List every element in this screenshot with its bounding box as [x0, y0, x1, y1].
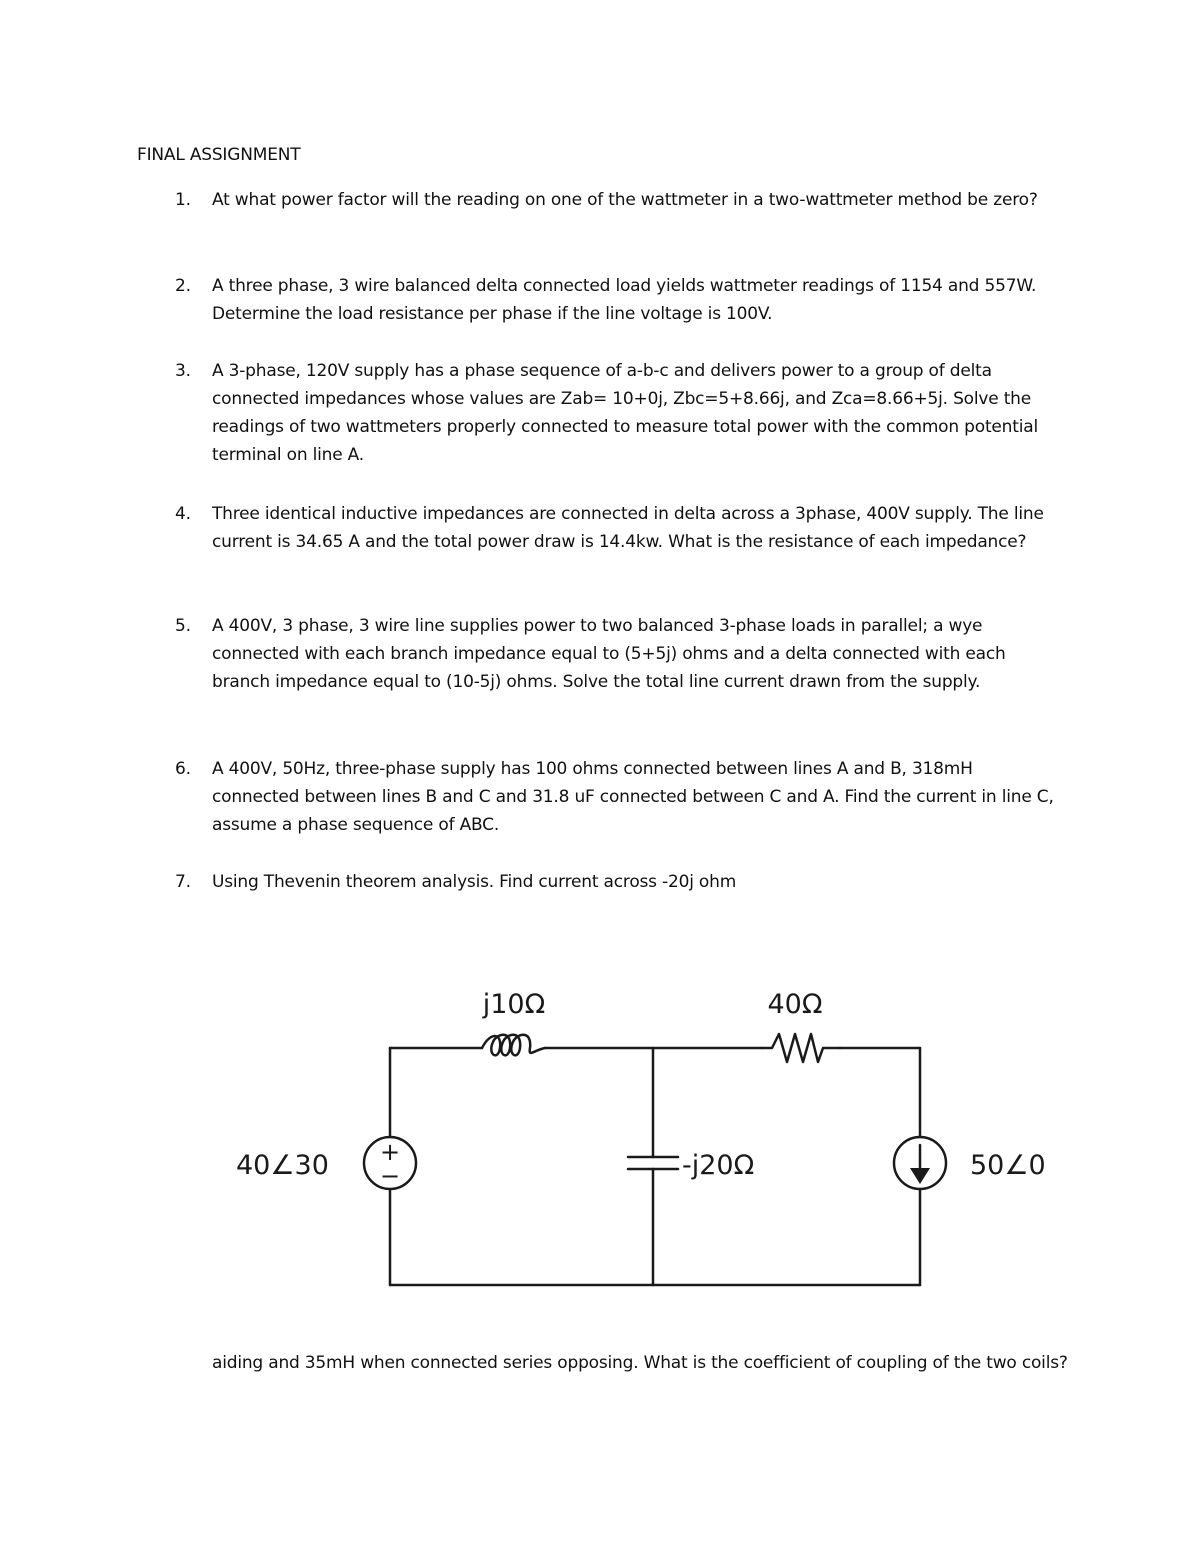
question-text: At what power factor will the reading on one of the wattmeter in a two-wattmeter method be zero? [212, 190, 1038, 210]
question-number: 1. [175, 190, 191, 210]
document-title: FINAL ASSIGNMENT [137, 145, 301, 165]
inductor-symbol [482, 1035, 545, 1056]
resistor-label: 40Ω [767, 989, 823, 1020]
voltage-minus-sign: − [379, 1162, 401, 1190]
question-text: A 400V, 3 phase, 3 wire line supplies power to two balanced 3-phase loads in parallel; a wye connected with each branch impedance equal to (5+5j) ohms and a delta connected with each branch impedance equal to (10-5j) ohms. Solve the total line current drawn from the supply. [212, 616, 1006, 692]
resistor-symbol [762, 1034, 840, 1062]
question-number: 6. [175, 759, 191, 779]
question-number: 2. [175, 276, 191, 296]
voltage-plus-sign: + [379, 1138, 401, 1166]
capacitor-label: -j20Ω [682, 1150, 755, 1181]
question-8-continuation: aiding and 35mH when connected series opposing. What is the coefficient of coupling of the two coils? [212, 1353, 1068, 1373]
question-number: 7. [175, 872, 191, 892]
question-number: 5. [175, 616, 191, 636]
question-text: A three phase, 3 wire balanced delta connected load yields wattmeter readings of 1154 and 557W. Determine the load resistance per phase if the line voltage is 100V. [212, 276, 1037, 324]
question-number: 3. [175, 361, 191, 381]
inductor-label: j10Ω [482, 989, 546, 1020]
question-text: A 3-phase, 120V supply has a phase sequence of a-b-c and delivers power to a group of delta connected impedances whose values are Zab= 10+0j, Zbc=5+8.66j, and Zca=8.66+5j. Solve the readings of two wattmeters properly connected to measure total power with the common potential terminal on line A. [212, 361, 1038, 465]
voltage-source-label: 40∠30 [236, 1150, 329, 1181]
current-arrow-head [910, 1168, 930, 1184]
question-text: A 400V, 50Hz, three-phase supply has 100 ohms connected between lines A and B, 318mH connected between lines B and C and 31.8 uF connected between C and A. Find the current in line C, assume a phase sequence of ABC. [212, 759, 1054, 835]
question-text: Using Thevenin theorem analysis. Find current across -20j ohm [212, 872, 737, 892]
current-source-label: 50∠0 [970, 1150, 1046, 1181]
question-text: Three identical inductive impedances are connected in delta across a 3phase, 400V supply. The line current is 34.65 A and the total power draw is 14.4kw. What is the resistance of each impedance? [212, 504, 1044, 552]
question-number: 4. [175, 504, 191, 524]
